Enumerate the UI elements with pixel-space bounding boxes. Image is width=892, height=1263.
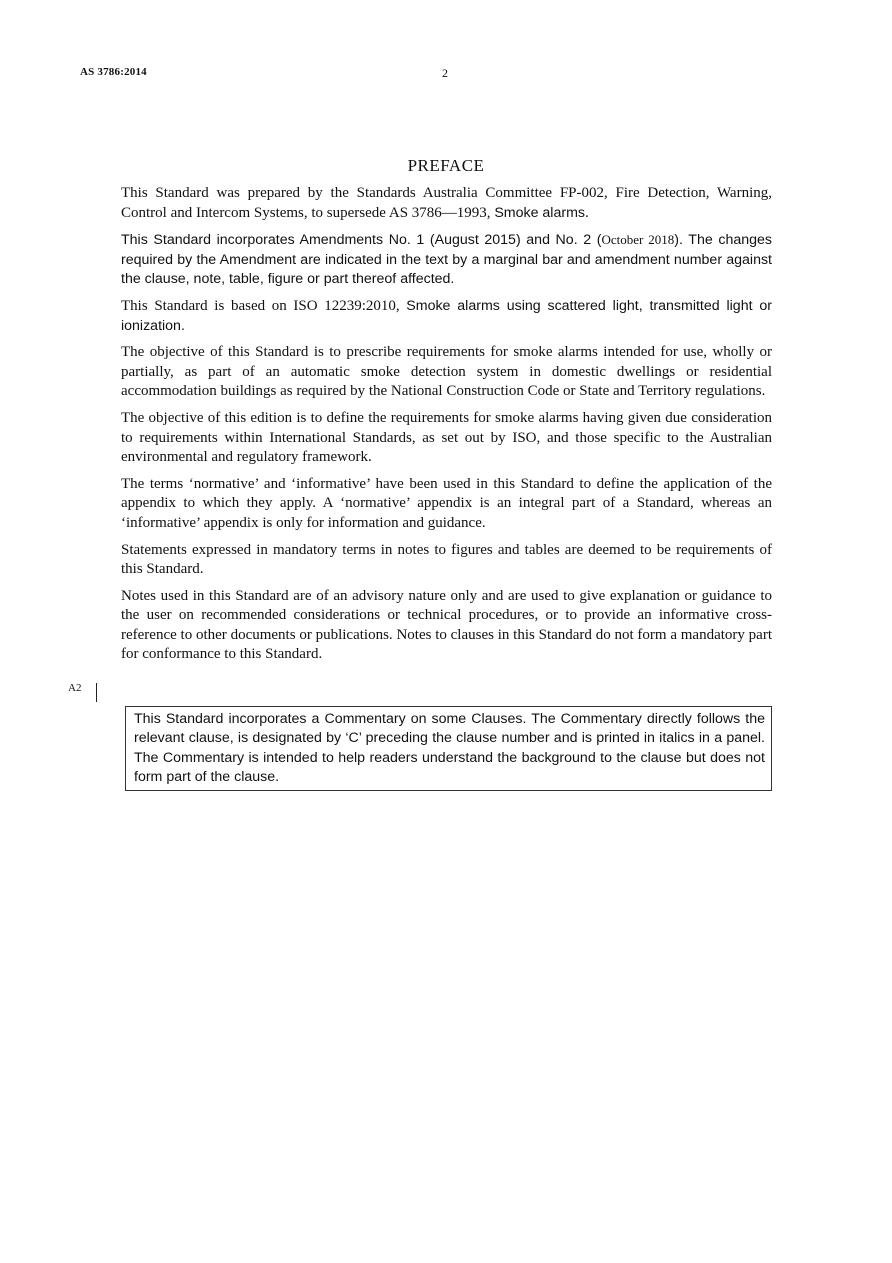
amendment-bar (96, 683, 97, 702)
paragraph-committee (121, 184, 772, 223)
document-id: AS 3786:2014 (80, 66, 147, 78)
iso-title: Smoke alarms using scattered light, transmitted light or ionization. (121, 297, 772, 334)
paragraph-normative-terms: The terms ‘normative’ and ‘informative’ have been used in this Standard to define the application of the appendix to which they apply. A ‘normative’ appendix is an integral part of a Standard, whereas an ‘informative’ appendix is only for information and guidance. (121, 475, 772, 531)
paragraph-mandatory-statements: Statements expressed in mandatory terms in notes to figures and tables are deemed to be requirements of this Standard. (121, 541, 772, 578)
preface-body (121, 184, 772, 672)
paragraph-committee-end: . (584, 204, 589, 221)
paragraph-objective-edition: The objective of this edition is to define the requirements for smoke alarms having given due consideration to requirements within International Standards, as set out by ISO, and those specific to the Australian environmental and regulatory framework. (121, 409, 772, 466)
page-number: 2 (442, 66, 448, 80)
paragraph-amendments-b: ). The changes required by the Amendment are indicated in the text by a marginal bar and amendment number against the clause, note, table, figure or part thereof affected. (121, 232, 772, 288)
page-title: PREFACE (407, 156, 485, 175)
paragraph-amendments-a: This Standard incorporates Amendments No. 1 (August 2015) and No. 2 ( (121, 232, 602, 249)
paragraph-committee-text: This Standard was prepared by the Standards Australia Committee FP-002, Fire Detection, Warning, Control and Intercom Systems, to supersede AS 3786—1993, (121, 185, 772, 221)
amendment-date: October 2018 (601, 232, 675, 248)
amendment-marker: A2 (68, 682, 82, 694)
paragraph-objective-standard: The objective of this Standard is to prescribe requirements for smoke alarms intended for use, wholly or partially, as part of an automatic smoke detection system in domestic dwellings or residential accommodation buildings as required by the National Construction Code or State and Territory regulations. (121, 344, 772, 400)
paragraph-amendments (121, 230, 772, 290)
paragraph-iso-text: This Standard is based on ISO 12239:2010, (121, 297, 407, 314)
paragraph-notes: Notes used in this Standard are of an advisory nature only and are used to give explanation or guidance to the user on recommended considerations or technical procedures, or to provide an informative cross-reference to other documents or publications. Notes to clauses in this Standard do not form a mandatory part for conformance to this Standard. (121, 587, 772, 663)
paragraph-iso-basis (121, 297, 772, 336)
superseded-title: Smoke alarms (494, 204, 585, 221)
commentary-panel: This Standard incorporates a Commentary on some Clauses. The Commentary directly follows the relevant clause, is designated by ‘C’ preceding the clause number and is printed in italics in a panel. The Commentary is intended to help readers understand the background to the clause but does not form part of the clause. (125, 706, 772, 791)
